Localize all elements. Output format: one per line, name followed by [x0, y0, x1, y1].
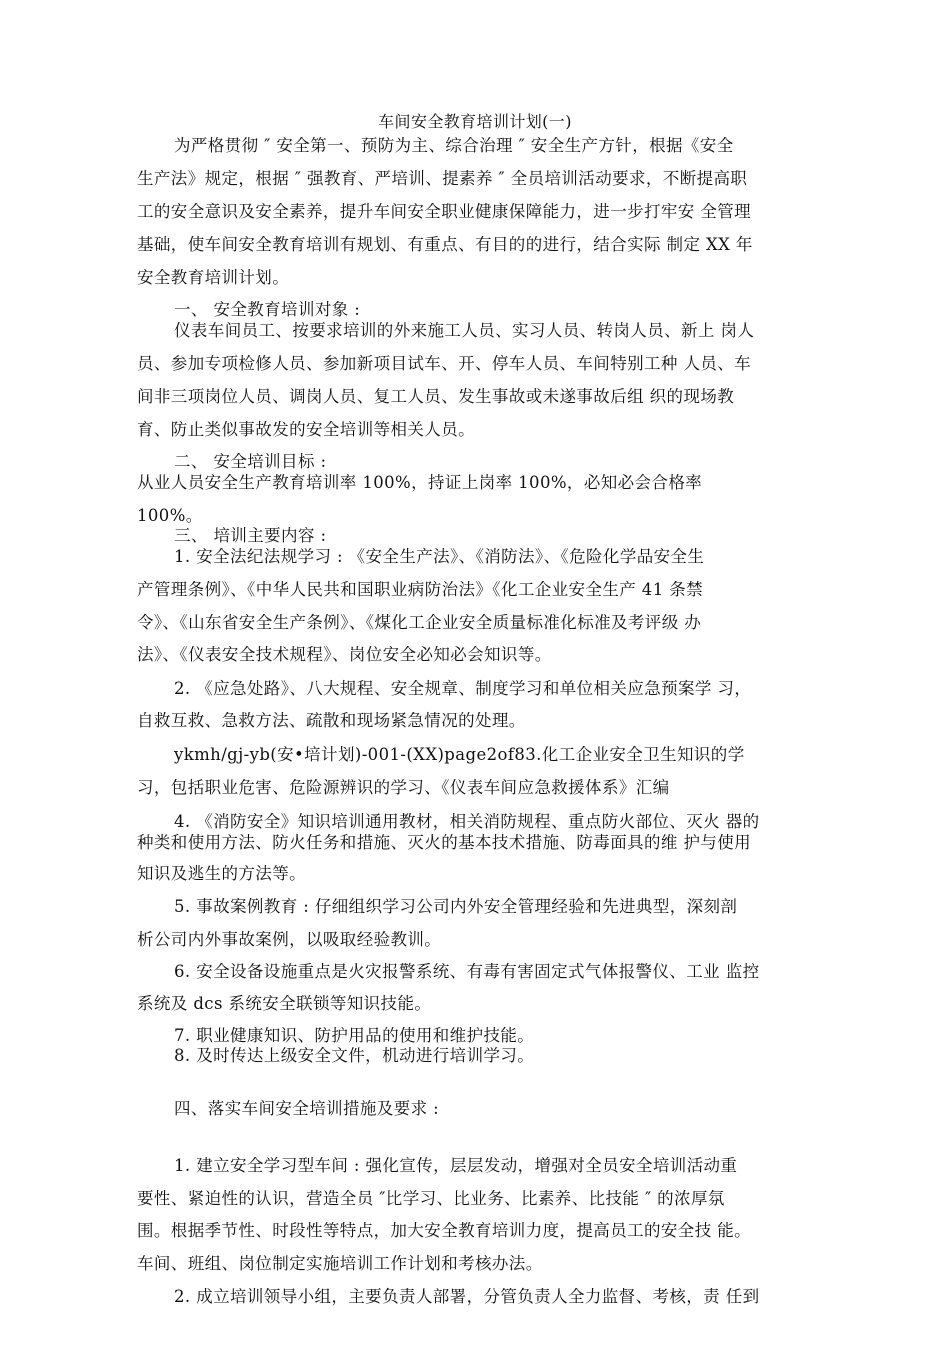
text-line: 4. 《消防安全》知识培训通用教材，相关消防规程、重点防火部位、灭火 器的 — [174, 812, 760, 831]
text-line: 习，包括职业危害、危险源辨识的学习、《仪表车间应急救援体系》汇编 — [137, 778, 670, 797]
text-line: 种类和使用方法、防火任务和措施、灭火的基本技术措施、防毒面具的维 护与使用 — [137, 833, 752, 852]
text-line: 员、参加专项检修人员、参加新项目试车、开、停车人员、车间特别工种 人员、车 — [137, 354, 752, 373]
text-line: 为严格贯彻 ″ 安全第一、预防为主、综合治理 ″ 安全生产方针，根据《安全 — [174, 136, 734, 155]
text-line: 析公司内外事故案例，以吸取经验教训。 — [137, 930, 442, 949]
text-line: 要性、紧迫性的认识，营造全员 ″比学习、比业务、比素养、比技能 ″ 的浓厚氛 — [137, 1189, 725, 1208]
text-line: 法》、《仪表安全技术规程》、岗位安全必知必会知识等。 — [137, 645, 552, 664]
text-line: 1. 安全法纪法规学习 : 《安全生产法》、《消防法》、《危险化学品安全生 — [174, 547, 705, 566]
document-title: 车间安全教育培训计划(一) — [378, 112, 572, 131]
text-line: 车间、班组、岗位制定实施培训工作计划和考核办法。 — [137, 1254, 543, 1273]
text-line: 从业人员安全生产教育培训率 100%，持证上岗率 100%，必知必会合格率 — [137, 473, 703, 492]
text-line: 令》、《山东省安全生产条例》、《煤化工企业安全质量标准化标准及考评级 办 — [137, 613, 702, 632]
text-line: 1. 建立安全学习型车间 : 强化宣传，层层发动，增强对全员安全培训活动重 — [174, 1156, 738, 1175]
text-line: 系统及 dcs 系统安全联锁等知识技能。 — [137, 994, 432, 1013]
text-line: 仪表车间员工、按要求培训的外来施工人员、实习人员、转岗人员、新上 岗人 — [174, 321, 755, 340]
text-line: 间非三项岗位人员、调岗人员、复工人员、发生事故或未遂事故后组 织的现场教 — [137, 387, 735, 406]
text-line: 工的安全意识及安全素养，提升车间安全职业健康保障能力，进一步打牢安 全管理 — [137, 202, 752, 221]
text-line: 2. 《应急处路》、八大规程、安全规章、制度学习和单位相关应急预案学 习， — [174, 679, 752, 698]
text-line: 知识及逃生的方法等。 — [137, 864, 306, 883]
section-heading: 四、落实车间安全培训措施及要求 : — [174, 1099, 440, 1118]
text-line: 2. 成立培训领导小组，主要负责人部署，分管负责人全力监督、考核，责 任到 — [174, 1287, 760, 1306]
text-line: 100%。 — [137, 506, 203, 525]
text-line: 产管理条例》、《中华人民共和国职业病防治法》《化工企业安全生产 41 条禁 — [137, 580, 704, 599]
text-line: 育、防止类似事故发的安全培训等相关人员。 — [137, 420, 475, 439]
text-line: ykmh/gj-yb(安•培计划)-001-(XX)page2of83.化工企业安全卫生知识的学 — [174, 745, 745, 764]
text-line: 8. 及时传达上级安全文件，机动进行培训学习。 — [174, 1046, 535, 1065]
text-line: 生产法》规定，根据 ″ 强教育、严培训、提素养 ″ 全员培训活动要求，不断提高职 — [137, 169, 748, 188]
text-line: 6. 安全设备设施重点是火灾报警系统、有毒有害固定式气体报警仪、工业 监控 — [174, 962, 760, 981]
text-line: 7. 职业健康知识、防护用品的使用和维护技能。 — [174, 1026, 535, 1045]
section-heading: 二、 安全培训目标 : — [174, 452, 327, 471]
section-heading: 一、 安全教育培训对象 : — [174, 300, 361, 319]
section-heading: 三、 培训主要内容 : — [174, 526, 327, 545]
text-line: 基础，使车间安全教育培训有规划、有重点、有目的的进行，结合实际 制定 XX 年 — [137, 235, 753, 254]
text-line: 安全教育培训计划。 — [137, 268, 290, 287]
text-line: 5. 事故案例教育 : 仔细组织学习公司内外安全管理经验和先进典型，深刻剖 — [174, 897, 738, 916]
text-line: 自救互救、急救方法、疏散和现场紧急情况的处理。 — [137, 711, 526, 730]
text-line: 围。根据季节性、时段性等特点，加大安全教育培训力度，提高员工的安全技 能。 — [137, 1221, 752, 1240]
